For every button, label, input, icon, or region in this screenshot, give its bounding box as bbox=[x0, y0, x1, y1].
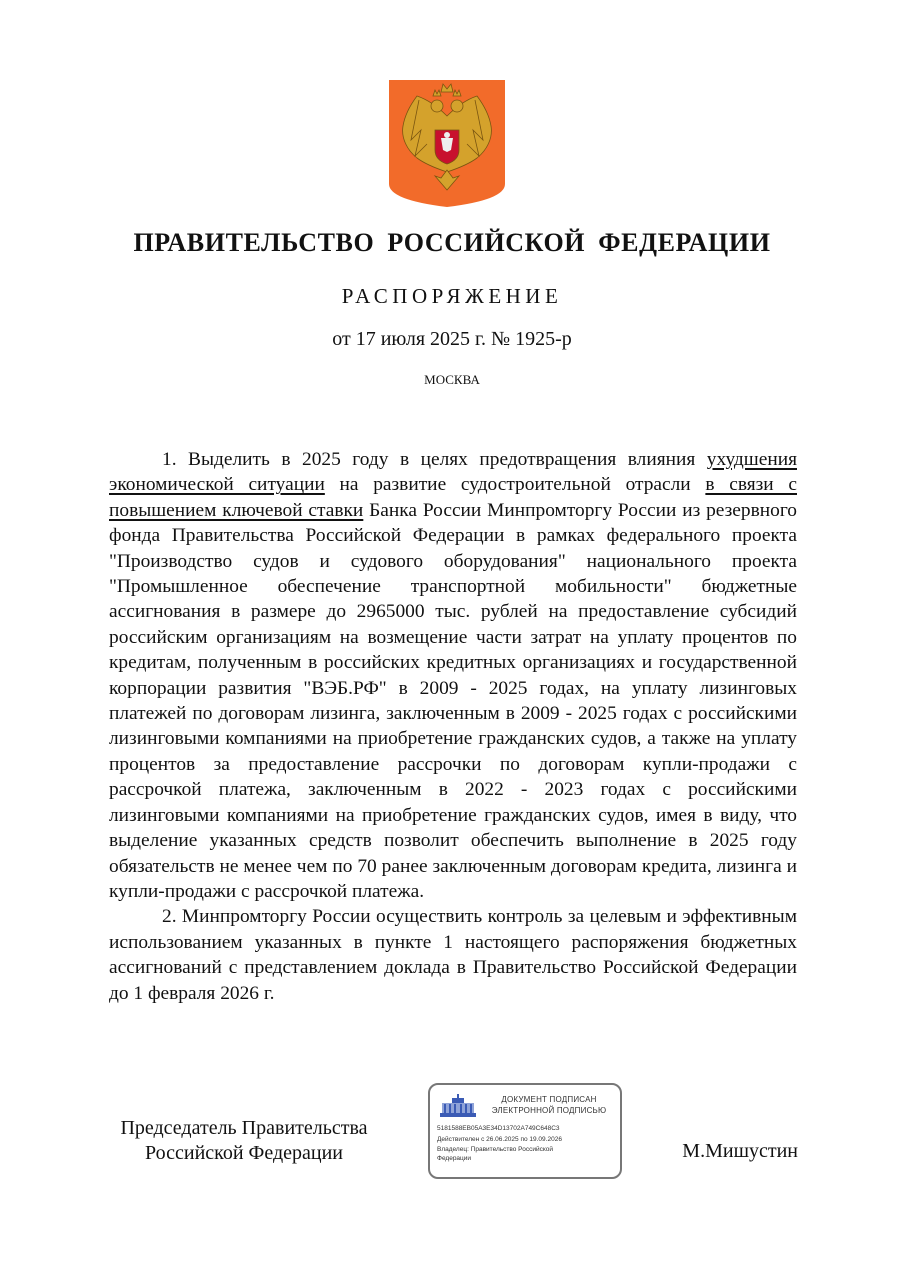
stamp-certificate: 5181588EB05A3E34D13702A749C648C3 bbox=[437, 1125, 560, 1132]
organization-title: ПРАВИТЕЛЬСТВО РОССИЙСКОЙ ФЕДЕРАЦИИ bbox=[133, 228, 771, 257]
underlined-phrase-economic-situation: ухудшения экономической ситуации bbox=[109, 449, 797, 496]
stamp-owner-line-2: Федерации bbox=[437, 1155, 472, 1162]
document-city: МОСКВА bbox=[424, 372, 480, 387]
government-building-icon bbox=[438, 1093, 478, 1119]
paragraph-2: 2. Минпромторгу России осуществить контроль за целевым и эффективным использованием указанных в пункте 1 настоящего распоряжения бюджетных ассигнований с представлением доклада в Правительство Российской Федерации до 1 февраля 2026 г. bbox=[109, 906, 797, 1004]
document-type: РАСПОРЯЖЕНИЕ bbox=[341, 284, 563, 308]
stamp-heading-line-2: ЭЛЕКТРОННОЙ ПОДПИСЬЮ bbox=[491, 1106, 607, 1115]
russian-coat-of-arms-icon bbox=[389, 80, 505, 207]
stamp-owner-line-1: Владелец: Правительство Российской bbox=[437, 1146, 554, 1153]
electronic-signature-stamp bbox=[428, 1083, 622, 1179]
stamp-heading-line-1: ДОКУМЕНТ ПОДПИСАН bbox=[501, 1095, 597, 1104]
underlined-phrase-key-rate: в связи с повышением ключевой ставки bbox=[109, 474, 797, 521]
document-body bbox=[109, 447, 797, 1006]
document-date-number: от 17 июля 2025 г. № 1925-р bbox=[332, 328, 572, 350]
stamp-validity: Действителен с 26.06.2025 по 19.09.2026 bbox=[437, 1136, 562, 1143]
signatory-name: М.Мишустин bbox=[682, 1140, 798, 1162]
paragraph-1: 1. Выделить в 2025 году в целях предотвращения влияния ухудшения экономической ситуации на развитие судостроительной отрасли в связи с повышением ключевой ставки Банка России Минпромторгу России из резервного фонда Правительства Российской Федерации в рамках федерального проекта "Производство судов и судового оборудования" национального проекта "Промышленное обеспечение транспортной мобильности" бюджетные ассигнования в размере до 2965000 тыс. рублей на предоставление субсидий российским организациям на возмещение части затрат на уплату процентов по кредитам, полученным в российских кредитных организациях и государственной корпорации развития "ВЭБ.РФ" в 2009 - 2025 годах, на уплату лизинговых платежей по договорам лизинга, заключенным в 2009 - 2025 годах с российскими лизинговыми компаниями на приобретение гражданских судов, а также на уплату процентов за предоставление рассрочки по договорам купли-продажи с рассрочкой платежа, заключенным в 2022 - 2023 годах с российскими лизинговыми компаниями на приобретение гражданских судов, имея в виду, что выделение указанных средств позволит обеспечить выполнение в 2025 году обязательств не менее чем по 70 ранее заключенным договорам кредита, лизинга и купли-продажи с рассрочкой платежа. bbox=[109, 449, 798, 902]
signatory-title: Председатель Правительства Российской Федерации bbox=[120, 1117, 368, 1164]
